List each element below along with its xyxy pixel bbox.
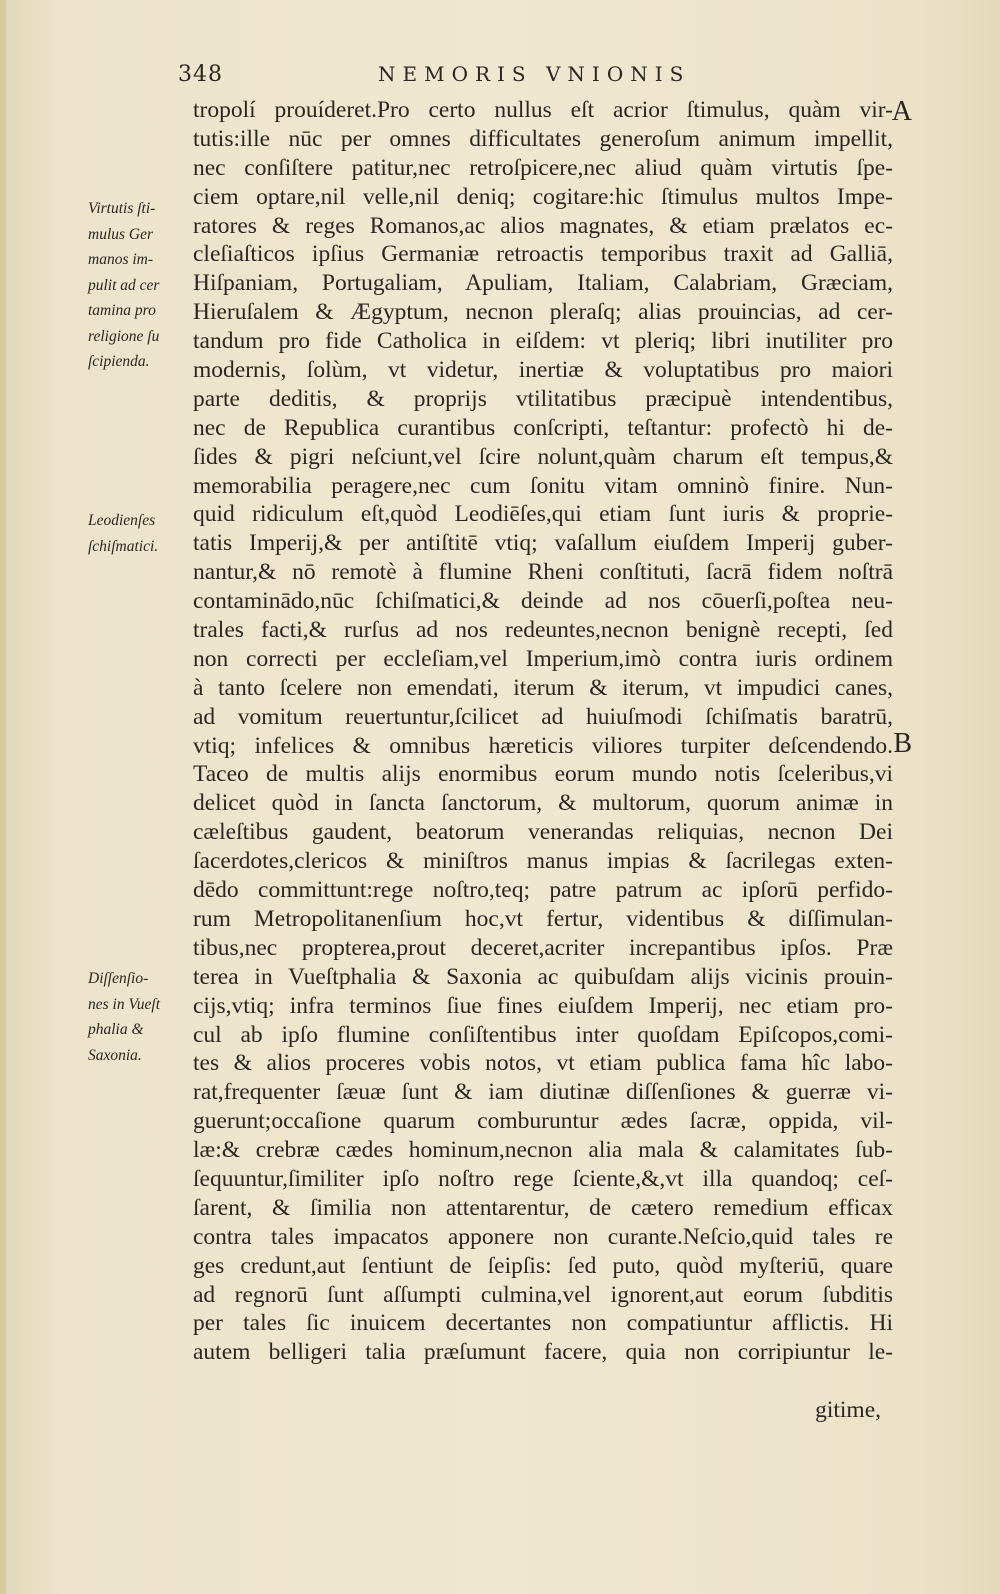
margin-note-line: Leodienſes (88, 512, 156, 529)
text-line: modernis, ſolùm, vt videtur, inertiæ & voluptatibus pro maiori (193, 357, 893, 384)
text-line: cleſiaſticos ipſius Germaniæ retroactis temporibus traxit ad Galliā, (193, 241, 893, 268)
margin-note-line: ſchiſmatici. (88, 537, 159, 555)
text-line: non correcti per eccleſiam,vel Imperium,imò contra iuris ordinem (193, 645, 893, 672)
text-line: rat,frequenter ſæuæ ſunt & iam diutinæ diſſenſiones & guerræ vi- (193, 1079, 893, 1106)
text-line: rum Metropolitanenſium hoc,vt fertur, videntibus & diſſimulan- (193, 905, 893, 932)
text-line: tatis Imperij,& per antiſtitē vtiq; vaſallum eiuſdem Imperij guber- (193, 530, 893, 557)
margin-note-line: phalia & (88, 1021, 144, 1038)
text-line: nantur,& nō remotè à flumine Rheni conſtituti, ſacrā fidem noſtrā (193, 559, 893, 586)
text-line: delicet quòd in ſancta ſanctorum, & multorum, quorum animæ in (193, 790, 893, 817)
text-line: læ:& crebræ cædes hominum,necnon alia mala & calamitates ſub- (193, 1137, 893, 1164)
margin-note-line: pulit ad cer (88, 276, 160, 294)
text-line: vtiq; infelices & omnibus hæreticis viliores turpiter deſcendendo. (193, 732, 893, 759)
text-line: ad regnorū ſunt aſſumpti culmina,vel ignorent,aut eorum ſubditis (193, 1281, 893, 1308)
text-line: ſacerdotes,clericos & miniſtros manus impias & ſacrilegas exten- (193, 848, 893, 875)
page-number: 348 (178, 62, 223, 87)
text-line: quid ridiculum eſt,quòd Leodiēſes,qui etiam ſunt iuris & proprie- (193, 501, 893, 528)
text-line: ratores & reges Romanos,ac alios magnates, & etiam prælatos ec- (193, 212, 893, 239)
margin-note-line: ſcipienda. (88, 353, 150, 370)
catchword: gitime, (815, 1397, 881, 1424)
text-line: contra tales impacatos apponere non curante.Neſcio,quid tales re (193, 1223, 893, 1250)
text-line: tropolí prouíderet.Pro certo nullus eſt acrior ſtimulus, quàm vir- (193, 97, 893, 123)
margin-note-dissensiones (88, 966, 188, 1068)
section-letter-b: B (893, 728, 912, 759)
text-line: Hieruſalem & Ægyptum, necnon pleraſq; alias prouincias, ad cer- (193, 299, 893, 326)
text-line: autem belligeri talia præſumunt facere, quia non corripiuntur le- (193, 1339, 893, 1366)
margin-note-line: mulus Ger (88, 225, 154, 243)
text-line: guerunt;occaſione quarum comburuntur ædes ſacræ, oppida, vil- (193, 1108, 893, 1135)
text-line: cijs,vtiq; infra terminos ſiue fines eiuſdem Imperij, nec etiam pro- (193, 992, 893, 1019)
page-header (0, 62, 1000, 92)
text-line: parte deditis, & proprijs vtilitatibus præcipuè intendentibus, (193, 385, 893, 412)
text-line (193, 1367, 893, 1396)
text-line: tandum pro fide Catholica in eiſdem: vt pleriq; libri inutiliter pro (193, 328, 893, 355)
text-line: contaminādo,nūc ſchiſmatici,& deinde ad nos cōuerſi,poſtea neu- (193, 588, 893, 615)
text-line: ciem optare,nil velle,nil deniq; cogitare:hic ſtimulus multos Impe- (193, 183, 893, 210)
text-line: trales facti,& rurſus ad nos redeuntes,necnon benignè recepti, ſed (193, 617, 893, 644)
text-line: dēdo committunt:rege noſtro,teq; patre patrum ac ipſorū perfido- (193, 877, 893, 904)
margin-note-line: Virtutis ſti- (88, 200, 156, 217)
section-letter-a: A (891, 96, 912, 127)
margin-note-line: Diſſenſio- (88, 970, 149, 987)
text-line: ſides & pigri neſciunt,vel ſcire nolunt,quàm charum eſt tempus,& (193, 443, 893, 470)
text-line: terea in Vueſtphalia & Saxonia ac quibuſdam alijs vicinis prouin- (193, 963, 893, 990)
text-line: cul ab ipſo flumine conſiſtentibus inter quoſdam Epiſcopos,comi- (193, 1021, 893, 1048)
margin-note-leodienses (88, 508, 188, 559)
text-line: Hiſpaniam, Portugaliam, Apuliam, Italiam, Calabriam, Græciam, (193, 270, 893, 297)
text-line: ſequuntur,ſimiliter ipſo noſtro rege ſciente,&,vt illa quandoq; ceſ- (193, 1165, 893, 1192)
page-fold-shadow (0, 0, 6, 1594)
margin-note-line: manos im- (88, 251, 154, 268)
text-line: Taceo de multis alijs enormibus eorum mundo notis ſceleribus,vi (193, 761, 893, 788)
text-line: memorabilia peragere,nec cum ſonitu vitam omninò finire. Nun- (193, 472, 893, 499)
text-line: tibus,nec propterea,prout deceret,acriter increpantibus ipſos. Præ (193, 934, 893, 961)
text-line: ges credunt,aut ſentiunt de ſeipſis: ſed puto, quòd myſteriū, quare (193, 1252, 893, 1279)
text-line: à tanto ſcelere non emendati, iterum & iterum, vt impudici canes, (193, 674, 893, 701)
text-line: cæleſtibus gaudent, beatorum venerandas reliquias, necnon Dei (193, 819, 893, 846)
margin-note-line: Saxonia. (88, 1046, 142, 1064)
text-line: ſarent, & ſimilia non attentarentur, de cætero remedium efficax (193, 1194, 893, 1221)
text-line: nec de Republica curantibus conſcripti, teſtantur: profectò hi de- (193, 414, 893, 441)
main-text-block (193, 96, 893, 1425)
text-line: nec conſiſtere patitur,nec retroſpicere,nec aliud quàm virtutis ſpe- (193, 154, 893, 181)
text-line: ad vomitum reuertuntur,ſcilicet ad huiuſmodi ſchiſmatis baratrū, (193, 703, 893, 730)
margin-note-virtutis (88, 196, 188, 375)
text-line: tutis:ille nūc per omnes difficultates generoſum animum impellit, (193, 125, 893, 152)
text-line: per tales ſic inuicem decertantes non compatiuntur afflictis. Hi (193, 1310, 893, 1337)
text-line: tes & alios proceres vobis notos, vt etiam publica fama hîc labo- (193, 1050, 893, 1077)
running-head: NEMORIS VNIONIS (378, 62, 691, 86)
margin-note-line: tamina pro (88, 302, 156, 319)
margin-note-line: nes in Vueſt (88, 995, 161, 1013)
margin-note-line: religione ſu (88, 327, 160, 345)
